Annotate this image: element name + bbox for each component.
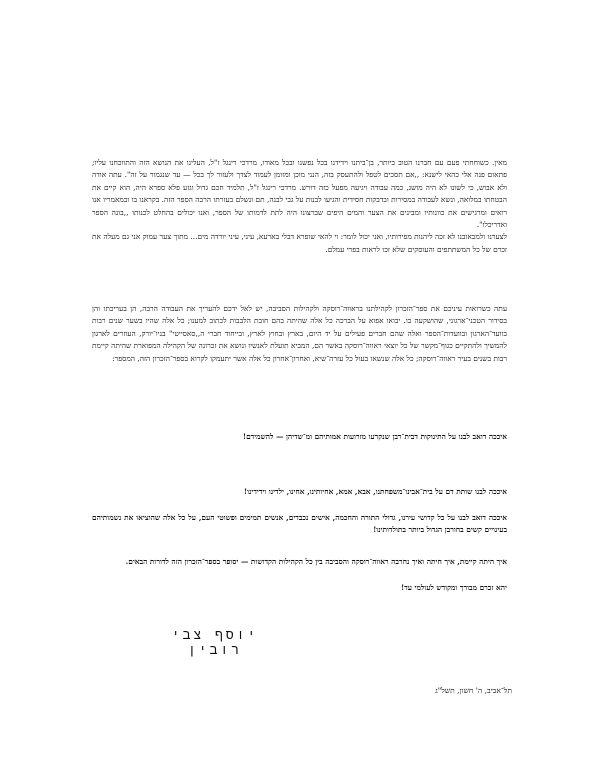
intro-paragraph-block (92, 157, 507, 256)
memorial-paragraph-3 (92, 512, 507, 537)
memorial-paragraph-5 (92, 582, 507, 594)
thanks-paragraph: עתה כשרואות עיניכם את ספר־הזכרון לקהילתנו בראווה־רוסקה ולקהילות הסביבה, יש לאל ידכם להעריך את העבודה הרבה, הן בעריכתו והן בסידור הטכני־ארגוני, שהושקעה בו. יבואו אפוא על הברכה כל אלה שהיתה בהם חובת הלבבות לכתוב למענו; כל אלה שהיו בשער שנים רבות בוועד־הארגון ובוועדות־הספר ואלה שהם חברים פעילים על יד היום, בארץ ובחוץ לארץ, ובייחוד חברי ה,,סאסייטי" בניו־יורק, העוזרים לארגון להמשיך ולהתקיים כגוף־מקשר של כל יוצאי ראווה־רוסקה באשר הם, המביא תועלת לאנשיו ונושא את זכרונה של הקהילה המפוארת שהיתה קיימת רבות בשנים בעיר ראווה־רוסקה; כל אלה שנשאו בעול כל עזרה־שיא, ואחרון־אחרון כל אלה אשר יתעמקו לקרוא בספר־הזכרון הזה, המספר: (92, 304, 507, 363)
memorial-text-1: איככה דואב לבנו על התינוקות דבית־רבן שנקרעו מזרועות אמותיהם ומ־שדיהן — להשמידם! (242, 432, 507, 441)
memorial-paragraph-4 (92, 556, 507, 568)
memorial-paragraph-2 (92, 486, 507, 498)
memorial-text-4: איך היתה קיימת, איך חיתה ואיך נחרבה ראווה־רוסקה והסביבה בין כל הקהילות הקדושות — יסופר בספר־הזכרון הזה לדורות הבאים. (125, 557, 507, 566)
memorial-text-5: יהא זכרם מבורך ומקודש לעולמי עד! (400, 583, 507, 592)
memorial-text-3: איככה דואב לבנו על כל קדושי עירנו, גדולי התורה והחכמה, אישים נכבדים, אנשים תמימים ופשוטי העם, על כל אלה שהוציאו את נשמותיהם בעינויים קשים בחורבן הגדול ביותר בתולדותינו! (92, 513, 507, 535)
thanks-paragraph-block (92, 303, 507, 365)
memorial-text-2: איככה לבנו שותת דם על בית־אבינו־משפחתנו, אבא, אמא, אחיותינו, אחינו, ילדינו וידידינו! (243, 487, 507, 496)
intro-paragraph: מאין. כשוחחתי פעם עם חברנו הטוב ביותר, בן־ביתנו וידידנו בכל נפשנו ובכל מאודו, מרדכי רינגל ז"ל, העלינו את הנושא הזה והתווכחנו עליו; פתאום פנה אלי כהאי לישנא: ,,אם תסכים לטפל ולהתעסק בזה, הנני מוכן ומזומן לעמוד לצדך ולעזור לך בכל — עד שנגמור על זה". עתה אודה ולא אבוש, כי לשונו לא היה מושג, כמה עבודה ויגיעה מפעל כזה דורש. מרדכי רינגל ז"ל, תלמיד חכם גדול וגזע פלא ספרא היה, הוא קיים את הבטחתו במלואה, ונשא לעבודה במסירות ובדבקות חסידית והגיעו לבנות על גבי לבנה, תם ונשלם בעזרתו הרבה הספר הזה. בקראנו בו ובמאמריו אנו רואים ומרגישים את כוונותיו ומבינים את הצער והמים היפים שברצונו היה לתת לדמותו של הספר, ואנו יכולים בהחלט לכנותו ,,בונה הספר ואדריכלו". (92, 158, 507, 230)
memorial-paragraph-1 (92, 431, 507, 443)
author-signature: יוסף צבי רובין (171, 628, 259, 658)
place-date-line: תל־אביב, ה' חשון, תשל"ג (435, 686, 512, 695)
intro-continuation: לצערנו ולמכאובנו לא זכה ליהנות מפירותיו, ואני יכול לומר: וי להאי שופרא דבלי בארעא, עיני, עיני יורדה מים... מתוך צער עמוק אני גם מעלה את זכרם של כל המשתתפים והעוסקים שלא זכו לראות בפרי עמלם. (92, 232, 507, 254)
